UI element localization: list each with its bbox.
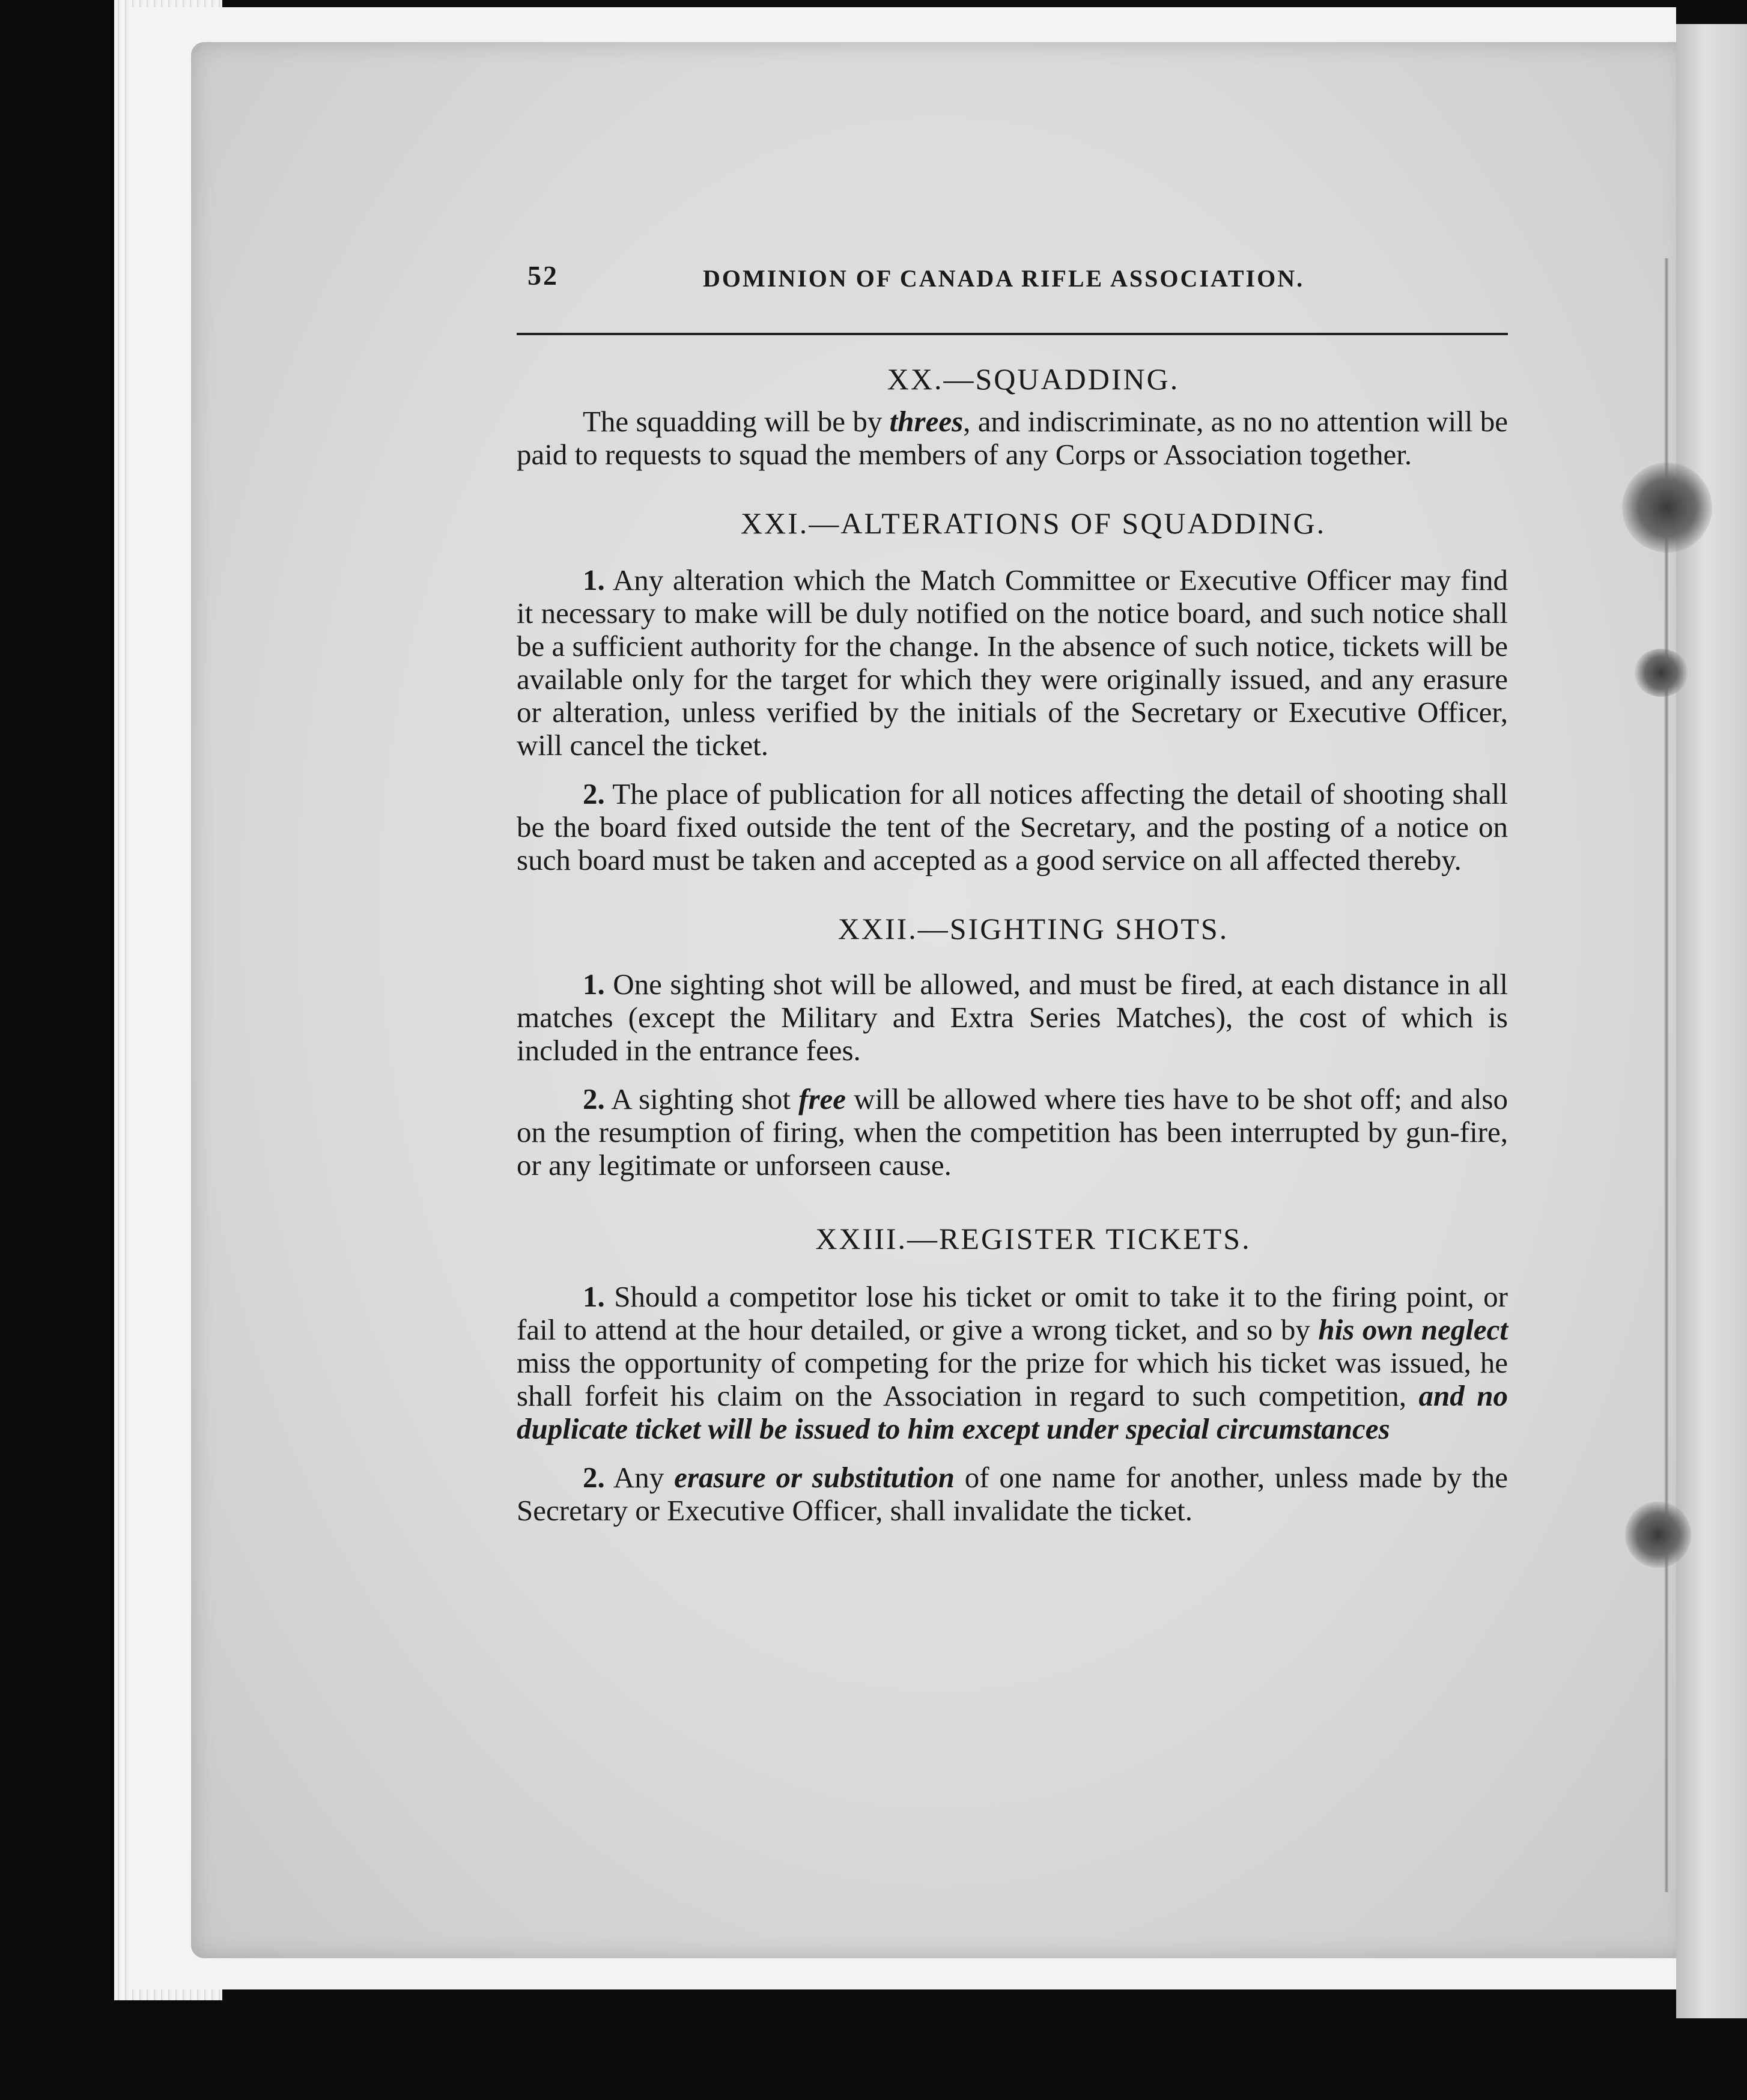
section-alterations-of-squadding (517, 506, 1508, 876)
running-header (517, 252, 1508, 294)
page-text-block (517, 252, 1508, 1527)
section-heading: XXIII.—REGISTER TICKETS. (815, 1222, 1251, 1255)
section-register-tickets (517, 1221, 1508, 1527)
header-rule (517, 333, 1508, 335)
section-heading: XX.—SQUADDING. (887, 362, 1180, 396)
paragraph: The squadding will be by threes, and indiscriminate, as no no attention will be paid to requests to squad the members of any Corps or Association together. (517, 405, 1508, 471)
section-sighting-shots (517, 911, 1508, 1182)
paragraph: 2. A sighting shot free will be allowed where ties have to be shot off; and also on the resumption of firing, when the competition has been interrupted by gun-fire, or any legitimate or unforseen cause. (517, 1082, 1508, 1182)
section-heading: XXII.—SIGHTING SHOTS. (837, 912, 1229, 945)
ink-blot (1634, 649, 1688, 697)
paragraph: 2. Any erasure or substitution of one name for another, unless made by the Secretary or Executive Officer, shall invalidate the ticket. (517, 1461, 1508, 1527)
paragraph: 1. Any alteration which the Match Committee or Executive Officer may find it necessary to make will be duly notified on the notice board, and such notice shall be a sufficient authority for the change. In the absence of such notice, tickets will be available only for the target for which they were originally issued, and any erasure or alteration, unless verified by the initials of the Secretary or Executive Officer, will cancel the ticket. (517, 563, 1508, 762)
section-squadding (517, 362, 1508, 471)
paragraph: 1. One sighting shot will be allowed, and must be fired, at each distance in all matches (except the Military and Extra Series Matches), the cost of which is included in the entrance fees. (517, 968, 1508, 1067)
ink-blot (1622, 463, 1712, 553)
ink-blot (1625, 1502, 1691, 1568)
section-heading: XXI.—ALTERATIONS OF SQUADDING. (740, 506, 1326, 540)
paragraph: 1. Should a competitor lose his ticket or omit to take it to the firing point, or fail to attend at the hour detailed, or give a wrong ticket, and so by his own neglect miss the opportunity of competing for the prize for which his ticket was issued, he shall forfeit his claim on the Association in regard to such competition, and no duplicate ticket will be issued to him except under special circumstances (517, 1280, 1508, 1445)
running-title: DOMINION OF CANADA RIFLE ASSOCIATION. (703, 265, 1305, 292)
paragraph: 2. The place of publication for all notices affecting the detail of shooting shall be the board fixed outside the tent of the Secretary, and the posting of a notice on such board must be taken and accepted as a good service on all affected thereby. (517, 777, 1508, 876)
page-number: 52 (527, 260, 559, 291)
adjacent-page-edge (1676, 24, 1747, 2018)
